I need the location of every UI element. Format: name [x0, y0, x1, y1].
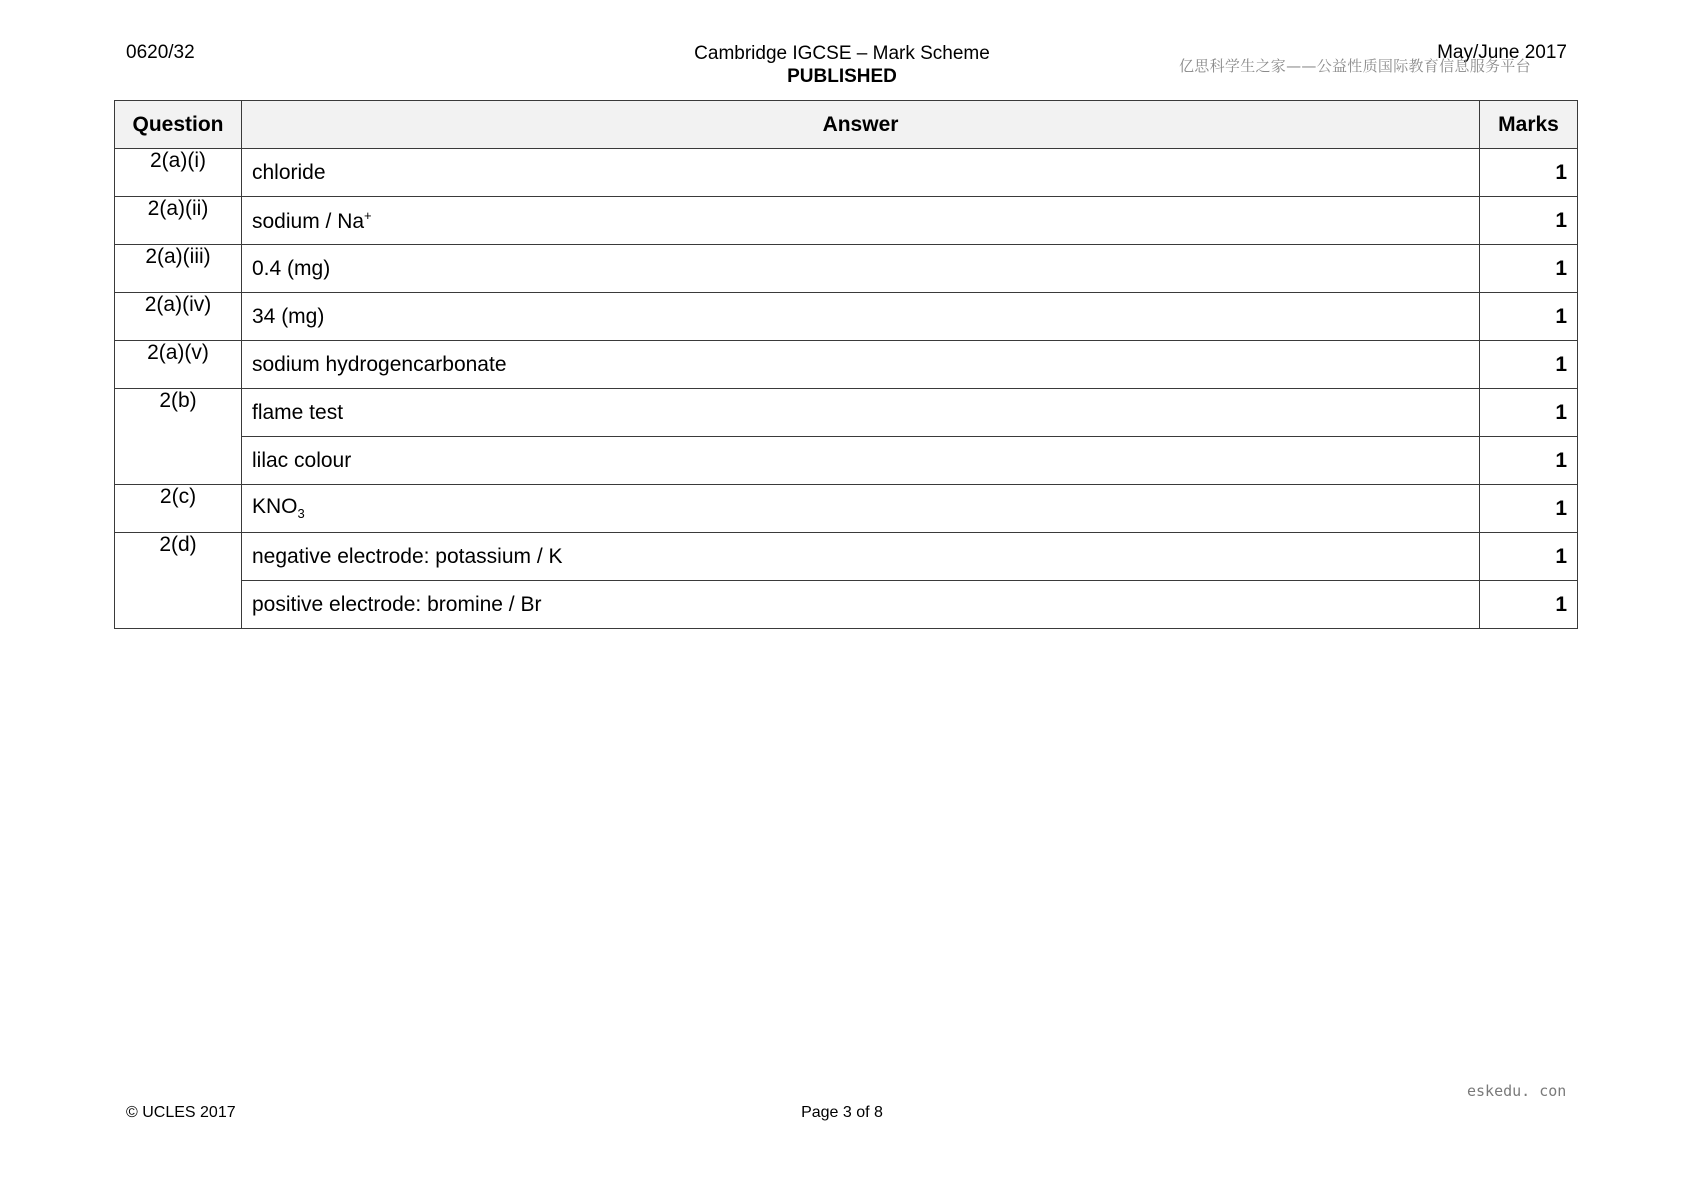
- copyright-notice: © UCLES 2017: [126, 1104, 236, 1121]
- table-row: [115, 293, 1578, 341]
- question-cell: 2(a)(ii): [115, 197, 242, 245]
- formula-subscript: 3: [297, 506, 305, 522]
- marks-cell: 1: [1480, 293, 1578, 341]
- mark-scheme-table: [114, 100, 1578, 629]
- exam-session: May/June 2017: [1437, 42, 1567, 63]
- marks-cell: 1: [1480, 149, 1578, 197]
- watermark-text: 亿思科学生之家——公益性质国际教育信息服务平台: [1179, 57, 1531, 75]
- answer-text: sodium / Na: [252, 209, 365, 233]
- table-row: [115, 389, 1578, 437]
- page-number: Page 3 of 8: [801, 1104, 883, 1121]
- answer-cell: 0.4 (mg): [242, 245, 1480, 293]
- answer-cell: flame test: [242, 389, 1480, 437]
- answer-cell: [242, 197, 1480, 245]
- question-cell: 2(a)(iii): [115, 245, 242, 293]
- table-row: [115, 581, 1578, 629]
- question-cell: 2(b): [115, 389, 242, 485]
- answer-cell: [242, 485, 1480, 533]
- table-row: [115, 437, 1578, 485]
- marks-cell: 1: [1480, 437, 1578, 485]
- table-row: [115, 533, 1578, 581]
- answer-cell: 34 (mg): [242, 293, 1480, 341]
- question-cell: 2(a)(v): [115, 341, 242, 389]
- charge-superscript: +: [364, 207, 372, 223]
- answer-cell: chloride: [242, 149, 1480, 197]
- marks-cell: 1: [1480, 533, 1578, 581]
- published-label: PUBLISHED: [787, 66, 897, 87]
- table-row: [115, 197, 1578, 245]
- marks-cell: 1: [1480, 389, 1578, 437]
- answer-cell: sodium hydrogencarbonate: [242, 341, 1480, 389]
- marks-cell: 1: [1480, 581, 1578, 629]
- question-column-header: Question: [115, 101, 242, 149]
- answer-cell: negative electrode: potassium / K: [242, 533, 1480, 581]
- paper-code: 0620/32: [126, 42, 195, 63]
- table-row: [115, 149, 1578, 197]
- marks-cell: 1: [1480, 485, 1578, 533]
- question-cell: 2(a)(i): [115, 149, 242, 197]
- marks-cell: 1: [1480, 197, 1578, 245]
- answer-column-header: Answer: [242, 101, 1480, 149]
- marks-cell: 1: [1480, 341, 1578, 389]
- question-cell: 2(a)(iv): [115, 293, 242, 341]
- table-header-row: [115, 101, 1578, 149]
- table-row: [115, 341, 1578, 389]
- watermark-url: eskedu. con: [1467, 1082, 1567, 1100]
- answer-cell: positive electrode: bromine / Br: [242, 581, 1480, 629]
- question-cell: 2(d): [115, 533, 242, 629]
- marks-cell: 1: [1480, 245, 1578, 293]
- answer-cell: lilac colour: [242, 437, 1480, 485]
- question-cell: 2(c): [115, 485, 242, 533]
- document-heading: [642, 42, 1042, 88]
- table-row: [115, 245, 1578, 293]
- document-title: Cambridge IGCSE – Mark Scheme: [694, 43, 990, 64]
- answer-text: KNO: [252, 495, 298, 519]
- marks-column-header: Marks: [1480, 101, 1578, 149]
- table-row: [115, 485, 1578, 533]
